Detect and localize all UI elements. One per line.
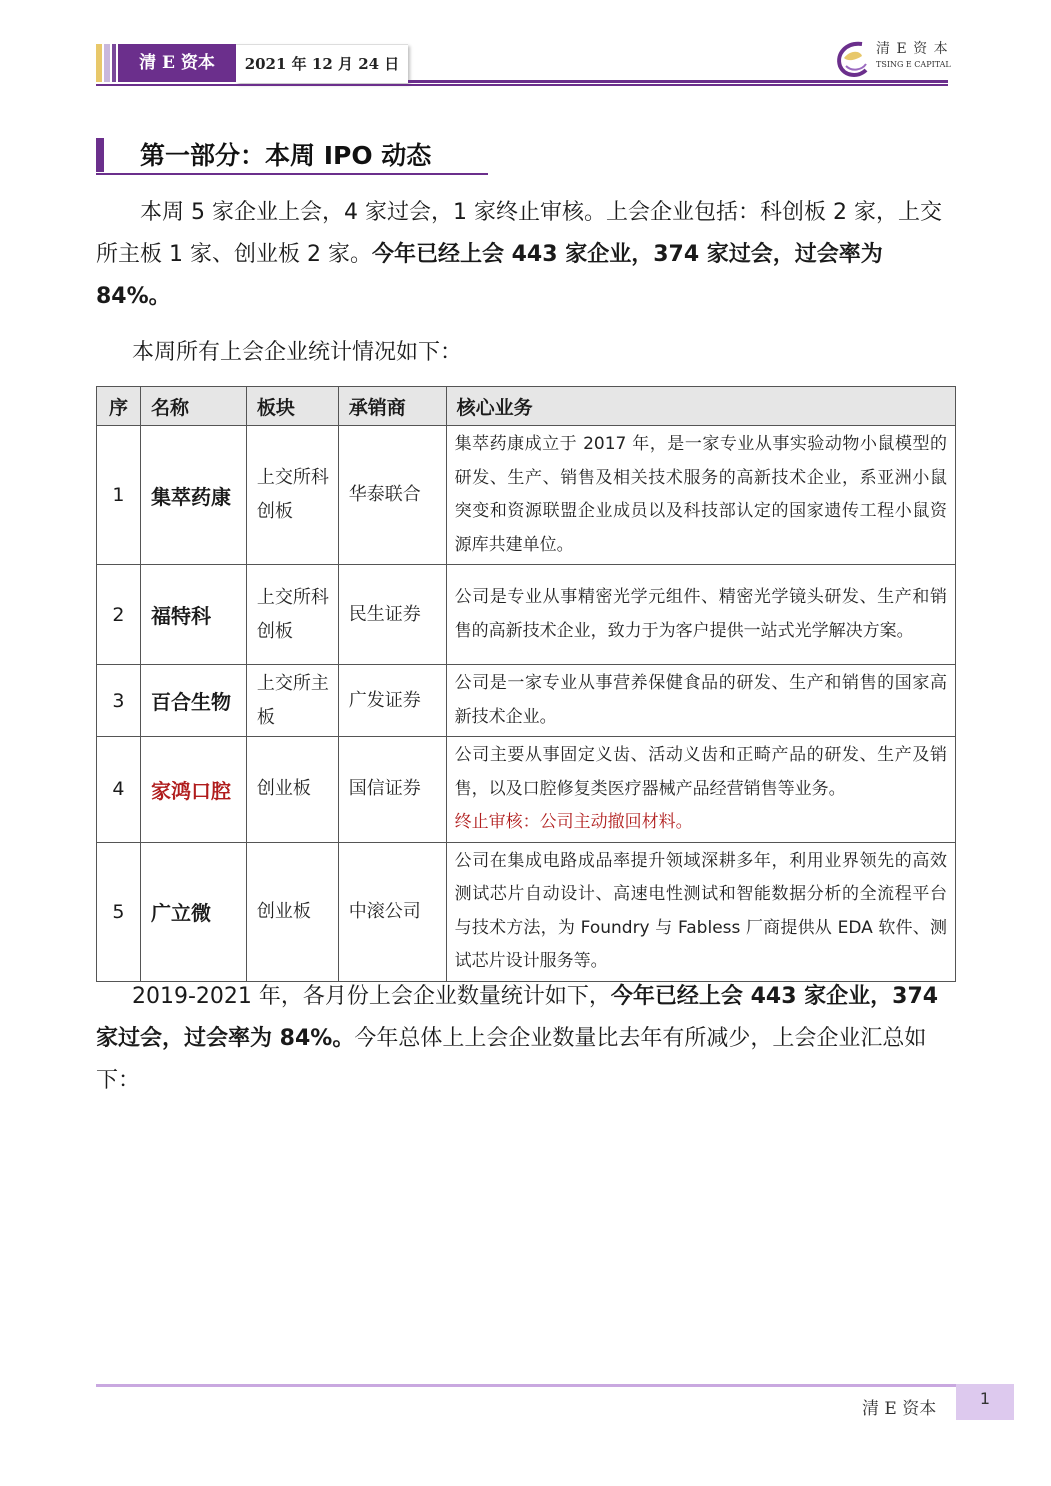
header-date: 2021 年 12 月 24 日	[236, 44, 408, 83]
page-number: 1	[956, 1384, 1014, 1420]
row-name: 家鸿口腔	[140, 737, 246, 843]
stats-text-1: 2019-2021 年，各月份上会企业数量统计如下，	[132, 984, 611, 1009]
header-name: 名称	[140, 387, 246, 426]
row-underwriter: 国信证券	[338, 737, 446, 843]
row-business-cell	[446, 737, 955, 843]
table-header-row	[97, 387, 956, 426]
row-seq: 5	[97, 842, 141, 981]
table-row-terminated	[97, 737, 956, 843]
logo-text-en: TSING E CAPITAL	[876, 60, 951, 69]
row-seq: 4	[97, 737, 141, 843]
row-business: 公司是专业从事精密光学元组件、精密光学镜头研发、生产和销售的高新技术企业，致力于为客户提供一站式光学解决方案。	[446, 565, 955, 665]
row-board: 上交所科创板	[246, 426, 338, 565]
header-board: 板块	[246, 387, 338, 426]
row-underwriter: 中滚公司	[338, 842, 446, 981]
ipo-table	[96, 386, 956, 982]
row-business: 集萃药康成立于 2017 年，是一家专业从事实验动物小鼠模型的研发、生产、销售及相关技术服务的高新技术企业，系亚洲小鼠突变和资源联盟企业成员以及科技部认定的国家遗传工程小鼠资源库共建单位。	[446, 426, 955, 565]
row-board: 上交所科创板	[246, 565, 338, 665]
row-business: 公司是一家专业从事营养保健食品的研发、生产和销售的国家高新技术企业。	[446, 665, 955, 737]
table-row	[97, 842, 956, 981]
header-divider	[408, 80, 948, 83]
row-underwriter: 广发证券	[338, 665, 446, 737]
table-intro: 本周所有上会企业统计情况如下：	[132, 340, 463, 365]
footer-brand: 清 E 资本	[862, 1399, 937, 1419]
table-row	[97, 565, 956, 665]
row-underwriter: 华泰联合	[338, 426, 446, 565]
row-name: 福特科	[140, 565, 246, 665]
row-name: 广立微	[140, 842, 246, 981]
header-business: 核心业务	[446, 387, 955, 426]
row-business: 公司主要从事固定义齿、活动义齿和正畸产品的研发、生产及销售，以及口腔修复类医疗器械产品经营销售等业务。	[454, 745, 947, 799]
row-board: 上交所主板	[246, 665, 338, 737]
summary-highlight: 今年已经上会 443 家企业，374 家过会，过会率为 84%。	[96, 242, 883, 309]
table-row	[97, 665, 956, 737]
header-accent-bar-yellow	[96, 44, 102, 82]
row-underwriter: 民生证券	[338, 565, 446, 665]
section-title: 第一部分：本周 IPO 动态	[140, 141, 432, 170]
termination-note: 终止审核：公司主动撤回材料。	[454, 812, 693, 832]
row-seq: 2	[97, 565, 141, 665]
row-name: 百合生物	[140, 665, 246, 737]
stats-highlight: 今年已经上会 443 家企业，374 家过会，过会率为 84%。	[96, 984, 939, 1051]
section-underline	[96, 173, 488, 175]
header-brand: 清 E 资本	[118, 44, 236, 82]
row-seq: 3	[97, 665, 141, 737]
row-board: 创业板	[246, 737, 338, 843]
header-seq: 序	[97, 387, 141, 426]
footer-divider	[96, 1384, 956, 1387]
row-business: 公司在集成电路成品率提升领域深耕多年，利用业界领先的高效测试芯片自动设计、高速电性测试和智能数据分析的全流程平台与技术方法，为 Foundry 与 Fabless 厂商提供从 EDA 软件、测试芯片设计服务等。	[446, 842, 955, 981]
stats-text-2: 今年总体上上会企业数量比去年有所减少，上会企业汇总如下：	[96, 1026, 927, 1093]
header-underwriter: 承销商	[338, 387, 446, 426]
logo-text-cn: 清 E 资 本	[876, 41, 949, 57]
table-row	[97, 426, 956, 565]
stats-paragraph	[96, 976, 956, 1102]
summary-paragraph	[96, 192, 956, 318]
header-divider-lower	[96, 84, 948, 86]
row-board: 创业板	[246, 842, 338, 981]
summary-text: 本周 5 家企业上会，4 家过会，1 家终止审核。上会企业包括：科创板 2 家，上交所主板 1 家、创业板 2 家。	[96, 200, 942, 267]
section-marker	[96, 138, 104, 172]
row-seq: 1	[97, 426, 141, 565]
header-accent-bar-lilac	[104, 44, 110, 82]
row-name: 集萃药康	[140, 426, 246, 565]
header-accent-bar-purple	[112, 44, 116, 82]
